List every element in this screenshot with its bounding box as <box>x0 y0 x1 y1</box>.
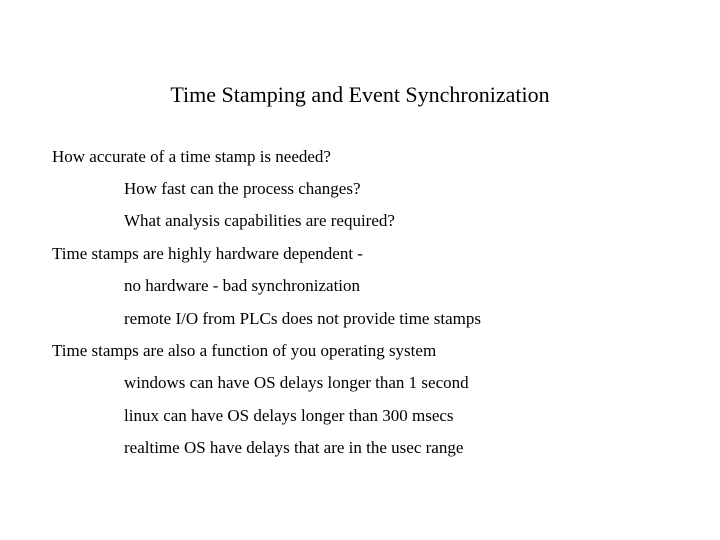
bullet-line: How accurate of a time stamp is needed? <box>52 147 331 166</box>
sub-bullet-line: windows can have OS delays longer than 1 second <box>124 373 469 392</box>
slide-title: Time Stamping and Event Synchronization <box>170 82 550 107</box>
bullet-line: Time stamps are also a function of you operating system <box>52 341 437 360</box>
sub-bullet-line: no hardware - bad synchronization <box>124 276 361 295</box>
bullet-line: Time stamps are highly hardware dependent - <box>52 244 363 263</box>
sub-bullet-line: How fast can the process changes? <box>124 179 361 198</box>
sub-bullet-line: remote I/O from PLCs does not provide time stamps <box>124 309 481 328</box>
sub-bullet-line: linux can have OS delays longer than 300 msecs <box>124 406 454 425</box>
sub-bullet-line: What analysis capabilities are required? <box>124 211 395 230</box>
sub-bullet-line: realtime OS have delays that are in the usec range <box>124 438 464 457</box>
